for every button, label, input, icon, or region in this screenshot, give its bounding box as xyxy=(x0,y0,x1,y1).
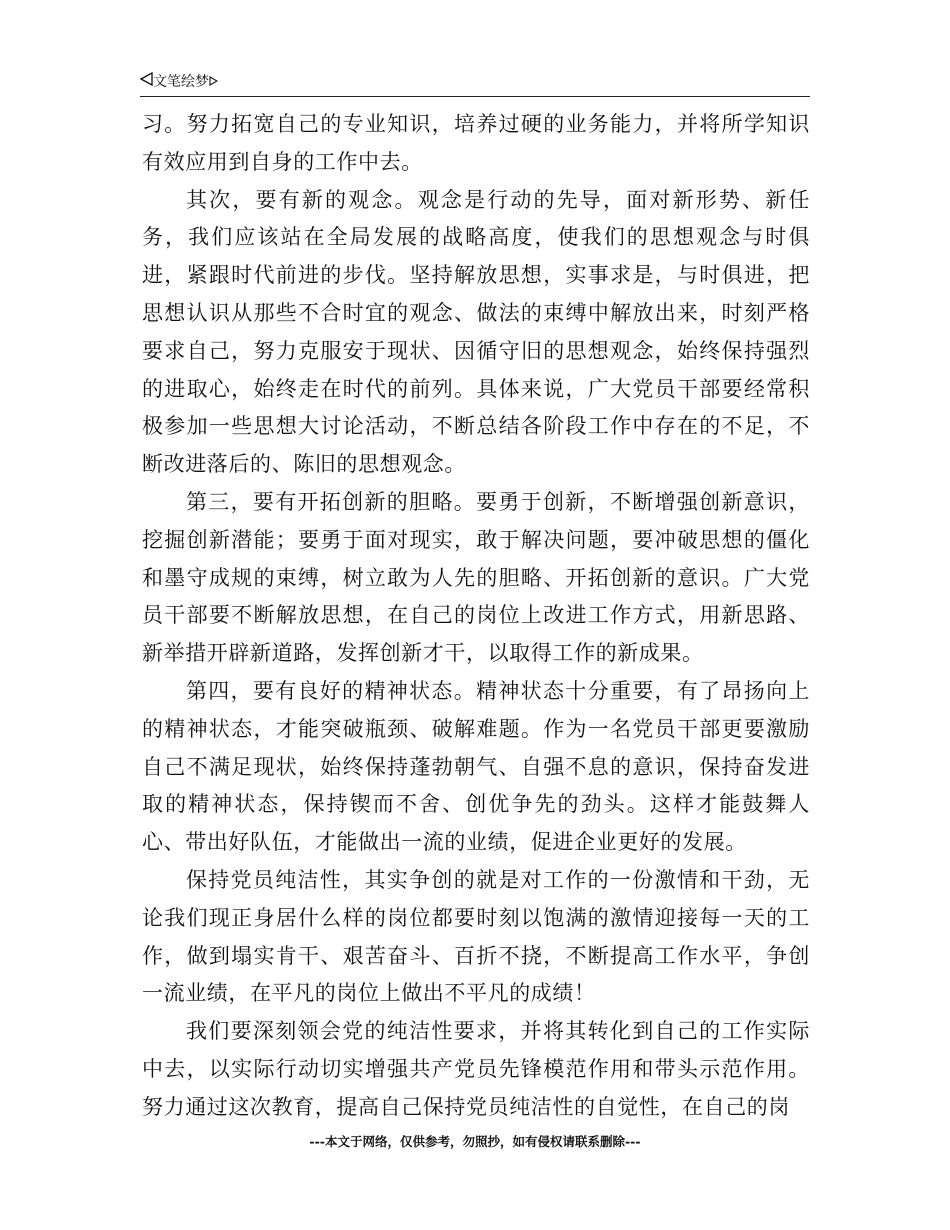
header-title: 文笔绘梦 xyxy=(153,74,209,90)
paragraph-understanding: 我们要深刻领会党的纯洁性要求，并将其转化到自己的工作实际中去，以实际行动切实增强共产党员先锋模范作用和带头示范作用。努力通过这次教育，提高自己保持党员纯洁性的自觉性，在自己的岗 xyxy=(142,1019,810,1119)
document-body xyxy=(142,106,810,1127)
paragraph-purity: 保持党员纯洁性，其实争创的就是对工作的一份激情和干劲，无论我们现正身居什么样的岗位都要时刻以饱满的激情迎接每一天的工作，做到塌实肯干、艰苦奋斗、百折不挠，不断提高工作水平，争创一流业绩，在平凡的岗位上做出不平凡的成绩！ xyxy=(142,867,810,1006)
page-footer: ---本文于网络，仅供参考，勿照抄，如有侵权请联系删除--- xyxy=(309,1134,641,1149)
paragraph-continuation: 习。努力拓宽自己的专业知识，培养过硬的业务能力，并将所学知识有效应用到自身的工作中去。 xyxy=(142,112,810,174)
page-header xyxy=(140,70,810,97)
paragraph-innovation: 第三，要有开拓创新的胆略。要勇于创新，不断增强创新意识，挖掘创新潜能；要勇于面对现实，敢于解决问题，要冲破思想的僵化和墨守成规的束缚，树立敢为人先的胆略、开拓创新的意识。广大党员干部要不断解放思想，在自己的岗位上改进工作方式，用新思路、新举措开辟新道路，发挥创新才干，以取得工作的新成果。 xyxy=(142,489,810,666)
paragraph-spirit: 第四，要有良好的精神状态。精神状态十分重要，有了昂扬向上的精神状态，才能突破瓶颈、破解难题。作为一名党员干部更要激励自己不满足现状，始终保持蓬勃朝气、自强不息的意识，保持奋发进取的精神状态，保持锲而不舍、创优争先的劲头。这样才能鼓舞人心、带出好队伍，才能做出一流的业绩，促进企业更好的发展。 xyxy=(142,678,810,855)
right-triangle-icon xyxy=(209,70,218,94)
paragraph-new-concepts: 其次，要有新的观念。观念是行动的先导，面对新形势、新任务，我们应该站在全局发展的战略高度，使我们的思想观念与时俱进，紧跟时代前进的步伐。坚持解放思想，实事求是，与时俱进，把思想认识从那些不合时宜的观念、做法的束缚中解放出来，时刻严格要求自己，努力克服安于现状、因循守旧的思想观念，始终保持强烈的进取心，始终走在时代的前列。具体来说，广大党员干部要经常积极参加一些思想大讨论活动，不断总结各阶段工作中存在的不足，不断改进落后的、陈旧的思想观念。 xyxy=(142,187,810,477)
left-triangle-icon xyxy=(140,70,153,94)
